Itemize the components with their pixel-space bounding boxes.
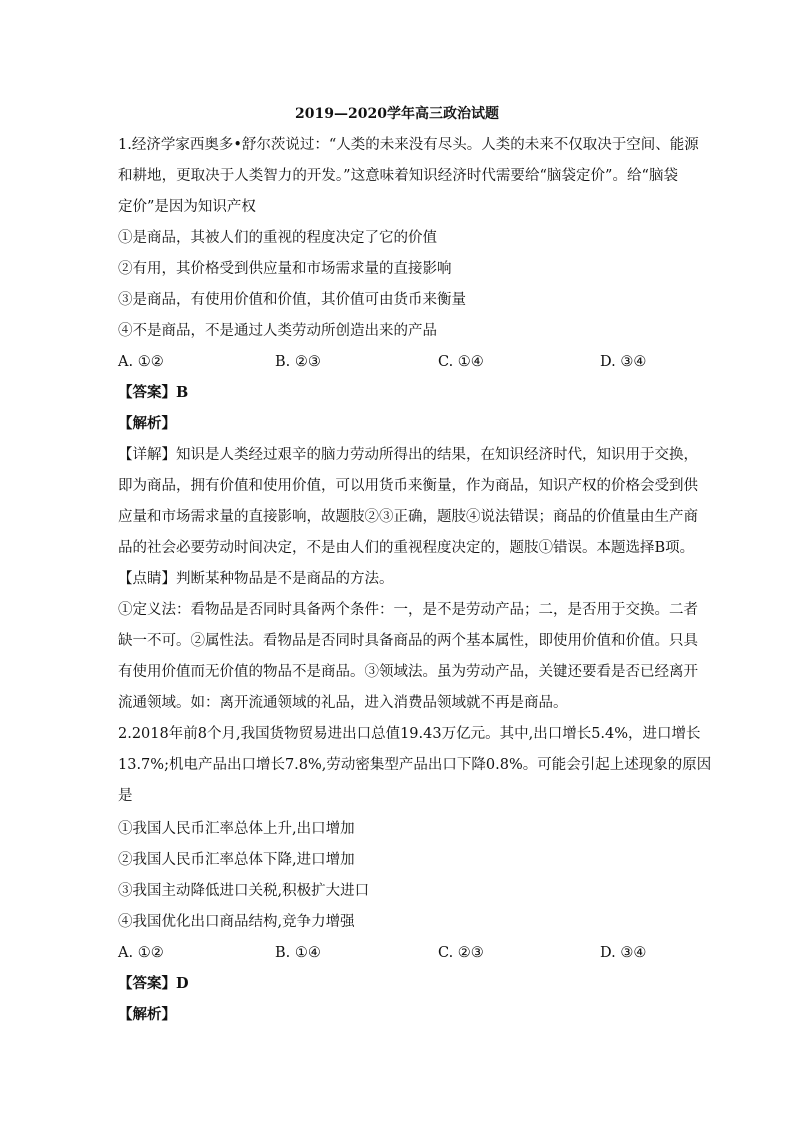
q1-choice-d: D. ③④ bbox=[600, 354, 647, 370]
page-title: 2019—2020学年高三政治试题 bbox=[295, 106, 499, 122]
q2-option-4: ④我国优化出口商品结构,竞争力增强 bbox=[118, 914, 355, 930]
q2-choice-c: C. ②③ bbox=[438, 945, 484, 961]
q1-tip-line-3: 有使用价值而无价值的物品不是商品。③领域法。虽为劳动产品，关键还要看是否已经离开 bbox=[118, 664, 698, 680]
q2-answer: 【答案】D bbox=[118, 975, 189, 992]
q1-answer: 【答案】B bbox=[118, 384, 189, 401]
q1-choice-a: A. ①② bbox=[118, 354, 164, 370]
q1-tip-line-4: 流通领域。如：离开流通领域的礼品，进入消费品领域就不再是商品。 bbox=[118, 695, 568, 711]
q2-option-1: ①我国人民币汇率总体上升,出口增加 bbox=[118, 821, 355, 837]
q2-option-2: ②我国人民币汇率总体下降,进口增加 bbox=[118, 852, 355, 868]
q2-stem-line-2: 13.7%;机电产品出口增长7.8%,劳动密集型产品出口下降0.8%。可能会引起上述现象的原因 bbox=[118, 757, 712, 773]
q1-stem-line-3: 定价”是因为知识产权 bbox=[118, 199, 256, 215]
q1-tip-line-1: ①定义法：看物品是否同时具备两个条件：一，是不是劳动产品；二，是否用于交换。二者 bbox=[118, 602, 698, 618]
q1-detail-line-3: 应量和市场需求量的直接影响，故题肢②③正确，题肢④说法错误；商品的价值量由生产商 bbox=[118, 509, 698, 525]
q1-option-4: ④不是商品，不是通过人类劳动所创造出来的产品 bbox=[118, 323, 437, 339]
q1-detail-line-2: 即为商品，拥有价值和使用价值，可以用货币来衡量，作为商品，知识产权的价格会受到供 bbox=[118, 478, 698, 494]
q2-choice-b: B. ①④ bbox=[275, 945, 321, 961]
q1-stem-line-2: 和耕地，更取决于人类智力的开发。”这意味着知识经济时代需要给“脑袋定价”。给“脑袋 bbox=[118, 168, 678, 184]
q1-tip-line-2: 缺一不可。②属性法。看物品是否同时具备商品的两个基本属性，即使用价值和价值。只具 bbox=[118, 633, 698, 649]
q1-option-1: ①是商品，其被人们的重视的程度决定了它的价值 bbox=[118, 230, 437, 246]
q2-option-3: ③我国主动降低进口关税,积极扩大进口 bbox=[118, 883, 370, 899]
q2-stem-line-3: 是 bbox=[118, 788, 133, 804]
q2-analysis-label: 【解析】 bbox=[118, 1006, 176, 1023]
q1-tip-heading: 【点睛】判断某种物品是不是商品的方法。 bbox=[118, 571, 394, 587]
q1-detail-line-4: 品的社会必要劳动时间决定，不是由人们的重视程度决定的，题肢①错误。本题选择B项。 bbox=[118, 540, 695, 556]
q1-option-2: ②有用，其价格受到供应量和市场需求量的直接影响 bbox=[118, 261, 452, 277]
q1-analysis-label: 【解析】 bbox=[118, 415, 176, 432]
q1-detail-line-1: 【详解】知识是人类经过艰辛的脑力劳动所得出的结果，在知识经济时代，知识用于交换， bbox=[118, 447, 698, 463]
q1-choice-b: B. ②③ bbox=[275, 354, 321, 370]
q2-choice-d: D. ③④ bbox=[600, 945, 647, 961]
q1-choice-c: C. ①④ bbox=[438, 354, 484, 370]
q1-option-3: ③是商品，有使用价值和价值，其价值可由货币来衡量 bbox=[118, 292, 466, 308]
q2-stem-line-1: 2.2018年前8个月,我国货物贸易进出口总值19.43万亿元。其中,出口增长5.4%，进口增长 bbox=[118, 726, 701, 742]
q1-stem-line-1: 1.经济学家西奥多•舒尔茨说过：“人类的未来没有尽头。人类的未来不仅取决于空间、能源 bbox=[118, 137, 699, 153]
q2-choice-a: A. ①② bbox=[118, 945, 164, 961]
